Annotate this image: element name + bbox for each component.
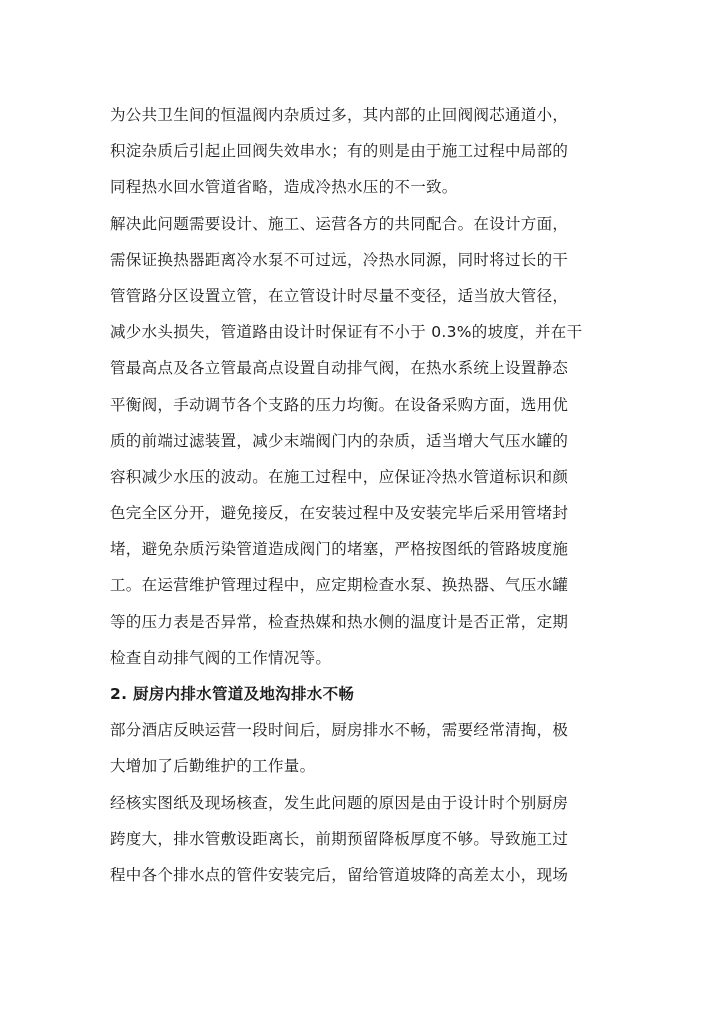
text-line: 减少水头损失，管道路由设计时保证有不小于 0.3%的坡度，并在干 (110, 323, 583, 342)
document-body (110, 97, 620, 893)
text-line: 经核实图纸及现场核查，发生此问题的原因是由于设计时个别厨房 (110, 793, 569, 812)
text-line: 管最高点及各立管最高点设置自动排气阀，在热水系统上设置静态 (110, 359, 569, 378)
text-line: 解决此问题需要设计、施工、运营各方的共同配合。在设计方面， (110, 214, 569, 233)
text-line: 平衡阀，手动调节各个支路的压力均衡。在设备采购方面，选用优 (110, 395, 569, 414)
text-line: 积淀杂质后引起止回阀失效串水；有的则是由于施工过程中局部的 (110, 142, 569, 161)
text-line: 管管路分区设置立管，在立管设计时尽量不变径，适当放大管径， (110, 286, 569, 305)
text-line: 部分酒店反映运营一段时间后，厨房排水不畅，需要经常清掏，极 (110, 721, 569, 740)
text-line: 为公共卫生间的恒温阀内杂质过多，其内部的止回阀阀芯通道小， (110, 106, 569, 124)
text-line: 工。在运营维护管理过程中，应定期检查水泵、换热器、气压水罐 (110, 576, 569, 595)
text-line: 堵，避免杂质污染管道造成阀门的堵塞，严格按图纸的管路坡度施 (110, 540, 569, 559)
text-line: 质的前端过滤装置，减少末端阀门内的杂质，适当增大气压水罐的 (110, 431, 569, 450)
text-line: 程中各个排水点的管件安装完后，留给管道坡降的高差太小，现场 (110, 865, 569, 884)
text-line: 大增加了后勤维护的工作量。 (110, 757, 316, 776)
text-line: 色完全区分开，避免接反，在安装过程中及安装完毕后采用管堵封 (110, 504, 569, 523)
text-line: 跨度大，排水管敷设距离长，前期预留降板厚度不够。导致施工过 (110, 829, 569, 848)
section-heading: 2. 厨房内排水管道及地沟排水不畅 (110, 685, 355, 703)
text-line: 检查自动排气阀的工作情况等。 (110, 648, 332, 667)
text-line: 同程热水回水管道省略，造成冷热水压的不一致。 (110, 178, 458, 197)
text-line: 需保证换热器距离冷水泵不可过远，冷热水同源，同时将过长的干 (110, 250, 569, 269)
text-line: 容积减少水压的波动。在施工过程中，应保证冷热水管道标识和颜 (110, 467, 569, 486)
text-line: 等的压力表是否异常，检查热媒和热水侧的温度计是否正常，定期 (110, 612, 569, 631)
